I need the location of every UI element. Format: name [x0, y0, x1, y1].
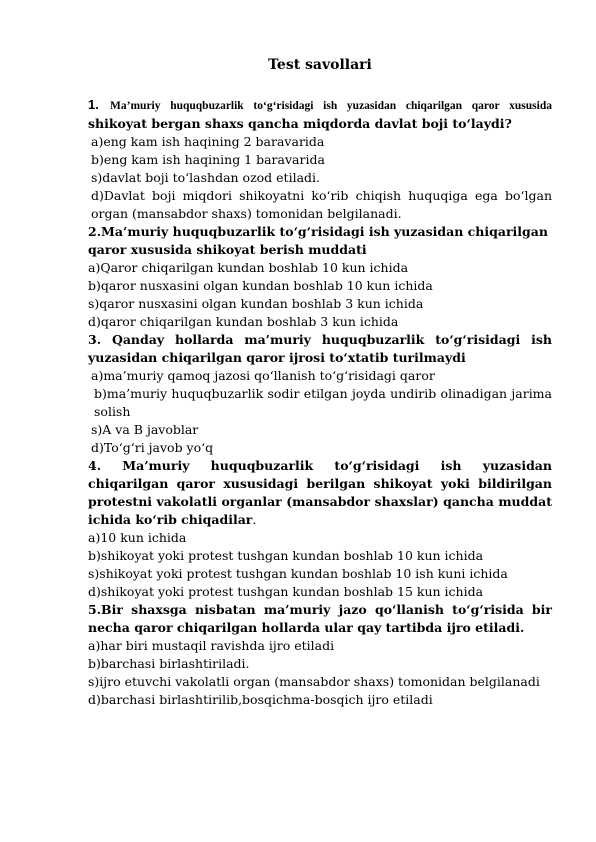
question-3-option-s: s)A va B javoblar	[91, 422, 199, 437]
question-5-option-s: s)ijro etuvchi vakolatli organ (mansabdor shaxs) tomonidan belgilanadi	[88, 674, 540, 689]
question-4-option-b: b)shikoyat yoki protest tushgan kundan boshlab 10 kun ichida	[88, 548, 484, 563]
question-2-option-s: s)qaror nusxasini olgan kundan boshlab 3 kun ichida	[88, 296, 424, 311]
question-1-text: shikoyat bergan shaxs qancha miqdorda davlat boji to‘laydi?	[88, 116, 512, 131]
question-5: 5.Bir shaxsga nisbatan ma’muriy jazo qo‘llanish to‘g‘risida bir necha qaror chiqarilgan hollarda ular qay tartibda ijro etiladi.	[88, 602, 552, 635]
question-4-option-s: s)shikoyat yoki protest tushgan kundan boshlab 10 ish kuni ichida	[88, 566, 508, 581]
question-1-option-b: b)eng kam ish haqining 1 baravarida	[91, 152, 325, 167]
document-title: Test savollari	[268, 57, 372, 73]
question-4-option-d: d)shikoyat yoki protest tushgan kundan boshlab 15 kun ichida	[88, 584, 484, 599]
question-2: 2.Ma’muriy huquqbuzarlik to‘g‘risidagi ish yuzasidan chiqarilgan qaror xususida shikoyat berish muddati	[88, 224, 548, 257]
question-2-option-d: d)qaror chiqarilgan kundan boshlab 3 kun ichida	[88, 314, 399, 329]
question-3-option-a: a)ma’muriy qamoq jazosi qo‘llanish to‘g‘risidagi qaror	[91, 368, 435, 383]
question-4-tail: .	[252, 512, 257, 527]
question-2-option-a: a)Qaror chiqarilgan kundan boshlab 10 kun ichida	[88, 260, 409, 275]
question-1-number: 1.	[88, 97, 99, 112]
question-3-option-b: b)ma’muriy huquqbuzarlik sodir etilgan joyda undirib olinadigan jarima solish	[94, 386, 552, 419]
question-4-option-a: a)10 kun ichida	[88, 530, 187, 545]
question-3: 3. Qanday hollarda ma’muriy huquqbuzarlik to‘g‘risidagi ish yuzasidan chiqarilgan qaror ijrosi to‘xtatib turilmaydi	[88, 332, 552, 365]
question-1-option-d: d)Davlat boji miqdori shikoyatni ko‘rib chiqish huquqiga ega bo‘lgan organ (mansabdor shaxs) tomonidan belgilanadi.	[91, 188, 552, 221]
question-1-prefix: Ma’muriy huquqbuzarlik to‘g‘risidagi ish yuzasidan chiqarilgan qaror xususida	[110, 100, 552, 112]
document-page	[88, 56, 552, 709]
question-5-option-d: d)barchasi birlashtirilib,bosqichma-bosqich ijro etiladi	[88, 692, 433, 707]
question-1	[88, 96, 552, 133]
question-4-text: 4. Ma’muriy huquqbuzarlik to‘g‘risidagi ish yuzasidan chiqarilgan qaror xususidagi berilgan shikoyat yoki bildirilgan protestni vakolatli organlar (mansabdor shaxslar) qancha muddat ichida ko‘rib chiqadilar	[88, 458, 552, 527]
question-5-option-a: a)har biri mustaqil ravishda ijro etiladi	[88, 638, 335, 653]
question-5-option-b: b)barchasi birlashtiriladi.	[88, 656, 250, 671]
question-2-option-b: b)qaror nusxasini olgan kundan boshlab 10 kun ichida	[88, 278, 433, 293]
question-4	[88, 457, 552, 529]
question-3-option-d: d)To‘g‘ri javob yo‘q	[91, 440, 214, 455]
question-1-option-a: a)eng kam ish haqining 2 baravarida	[91, 134, 325, 149]
question-1-option-s: s)davlat boji to‘lashdan ozod etiladi.	[91, 170, 320, 185]
